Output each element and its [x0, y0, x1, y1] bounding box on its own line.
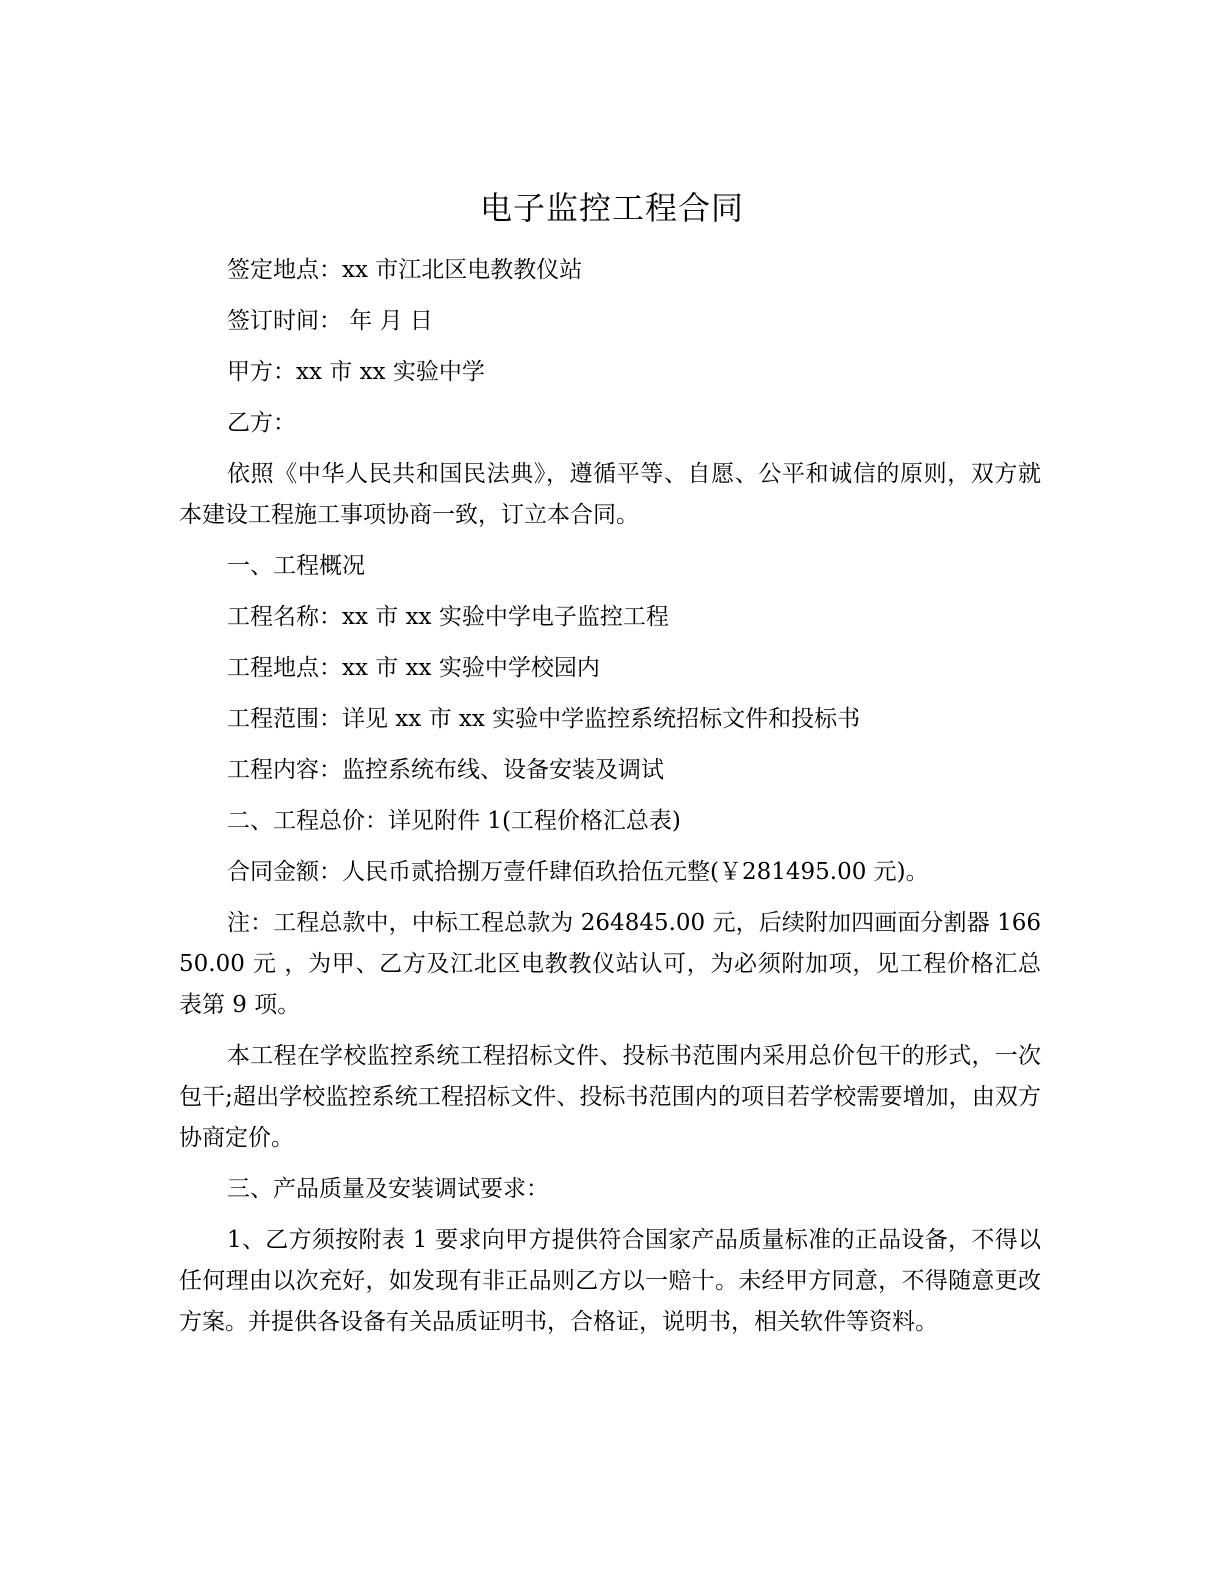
- note-paragraph: 注：工程总款中，中标工程总款为 264845.00 元，后续附加四画面分割器 16650.00 元 ，为甲、乙方及江北区电教教仪站认可，为必须附加项，见工程价格汇总表第 9 项。: [179, 910, 1041, 1018]
- section-heading-overview: 一、工程概况: [227, 553, 365, 579]
- project-content: 工程内容：监控系统布线、设备安装及调试: [227, 757, 664, 783]
- lump-sum-paragraph: 本工程在学校监控系统工程招标文件、投标书范围内采用总价包干的形式，一次包干;超出学校监控系统工程招标文件、投标书范围内的项目若学校需要增加，由双方协商定价。: [179, 1043, 1041, 1151]
- project-scope: 工程范围：详见 xx 市 xx 实验中学监控系统招标文件和投标书: [227, 706, 861, 732]
- party-a: 甲方：xx 市 xx 实验中学: [227, 359, 485, 385]
- contract-amount: 合同金额：人民币贰拾捌万壹仟肆佰玖拾伍元整(￥281495.00 元)。: [227, 859, 929, 885]
- document-title: 电子监控工程合同: [479, 189, 744, 227]
- party-b: 乙方：: [227, 410, 296, 436]
- section-heading-quality: 三、产品质量及安装调试要求：: [227, 1176, 549, 1202]
- signing-date: 签订时间： 年 月 日: [227, 308, 433, 334]
- project-name: 工程名称：xx 市 xx 实验中学电子监控工程: [227, 604, 669, 630]
- document-body: [179, 250, 1041, 1353]
- signing-location: 签定地点：xx 市江北区电教教仪站: [227, 257, 583, 283]
- quality-clause-1: 1、乙方须按附表 1 要求向甲方提供符合国家产品质量标准的正品设备，不得以任何理由以次充好，如发现有非正品则乙方以一赔十。未经甲方同意，不得随意更改方案。并提供各设备有关品质证明书，合格证，说明书，相关软件等资料。: [179, 1227, 1041, 1335]
- preamble-paragraph: 依照《中华人民共和国民法典》，遵循平等、自愿、公平和诚信的原则，双方就本建设工程施工事项协商一致，订立本合同。: [179, 461, 1041, 528]
- section-heading-total-price: 二、工程总价：详见附件 1(工程价格汇总表): [227, 808, 681, 834]
- project-location: 工程地点：xx 市 xx 实验中学校园内: [227, 655, 600, 681]
